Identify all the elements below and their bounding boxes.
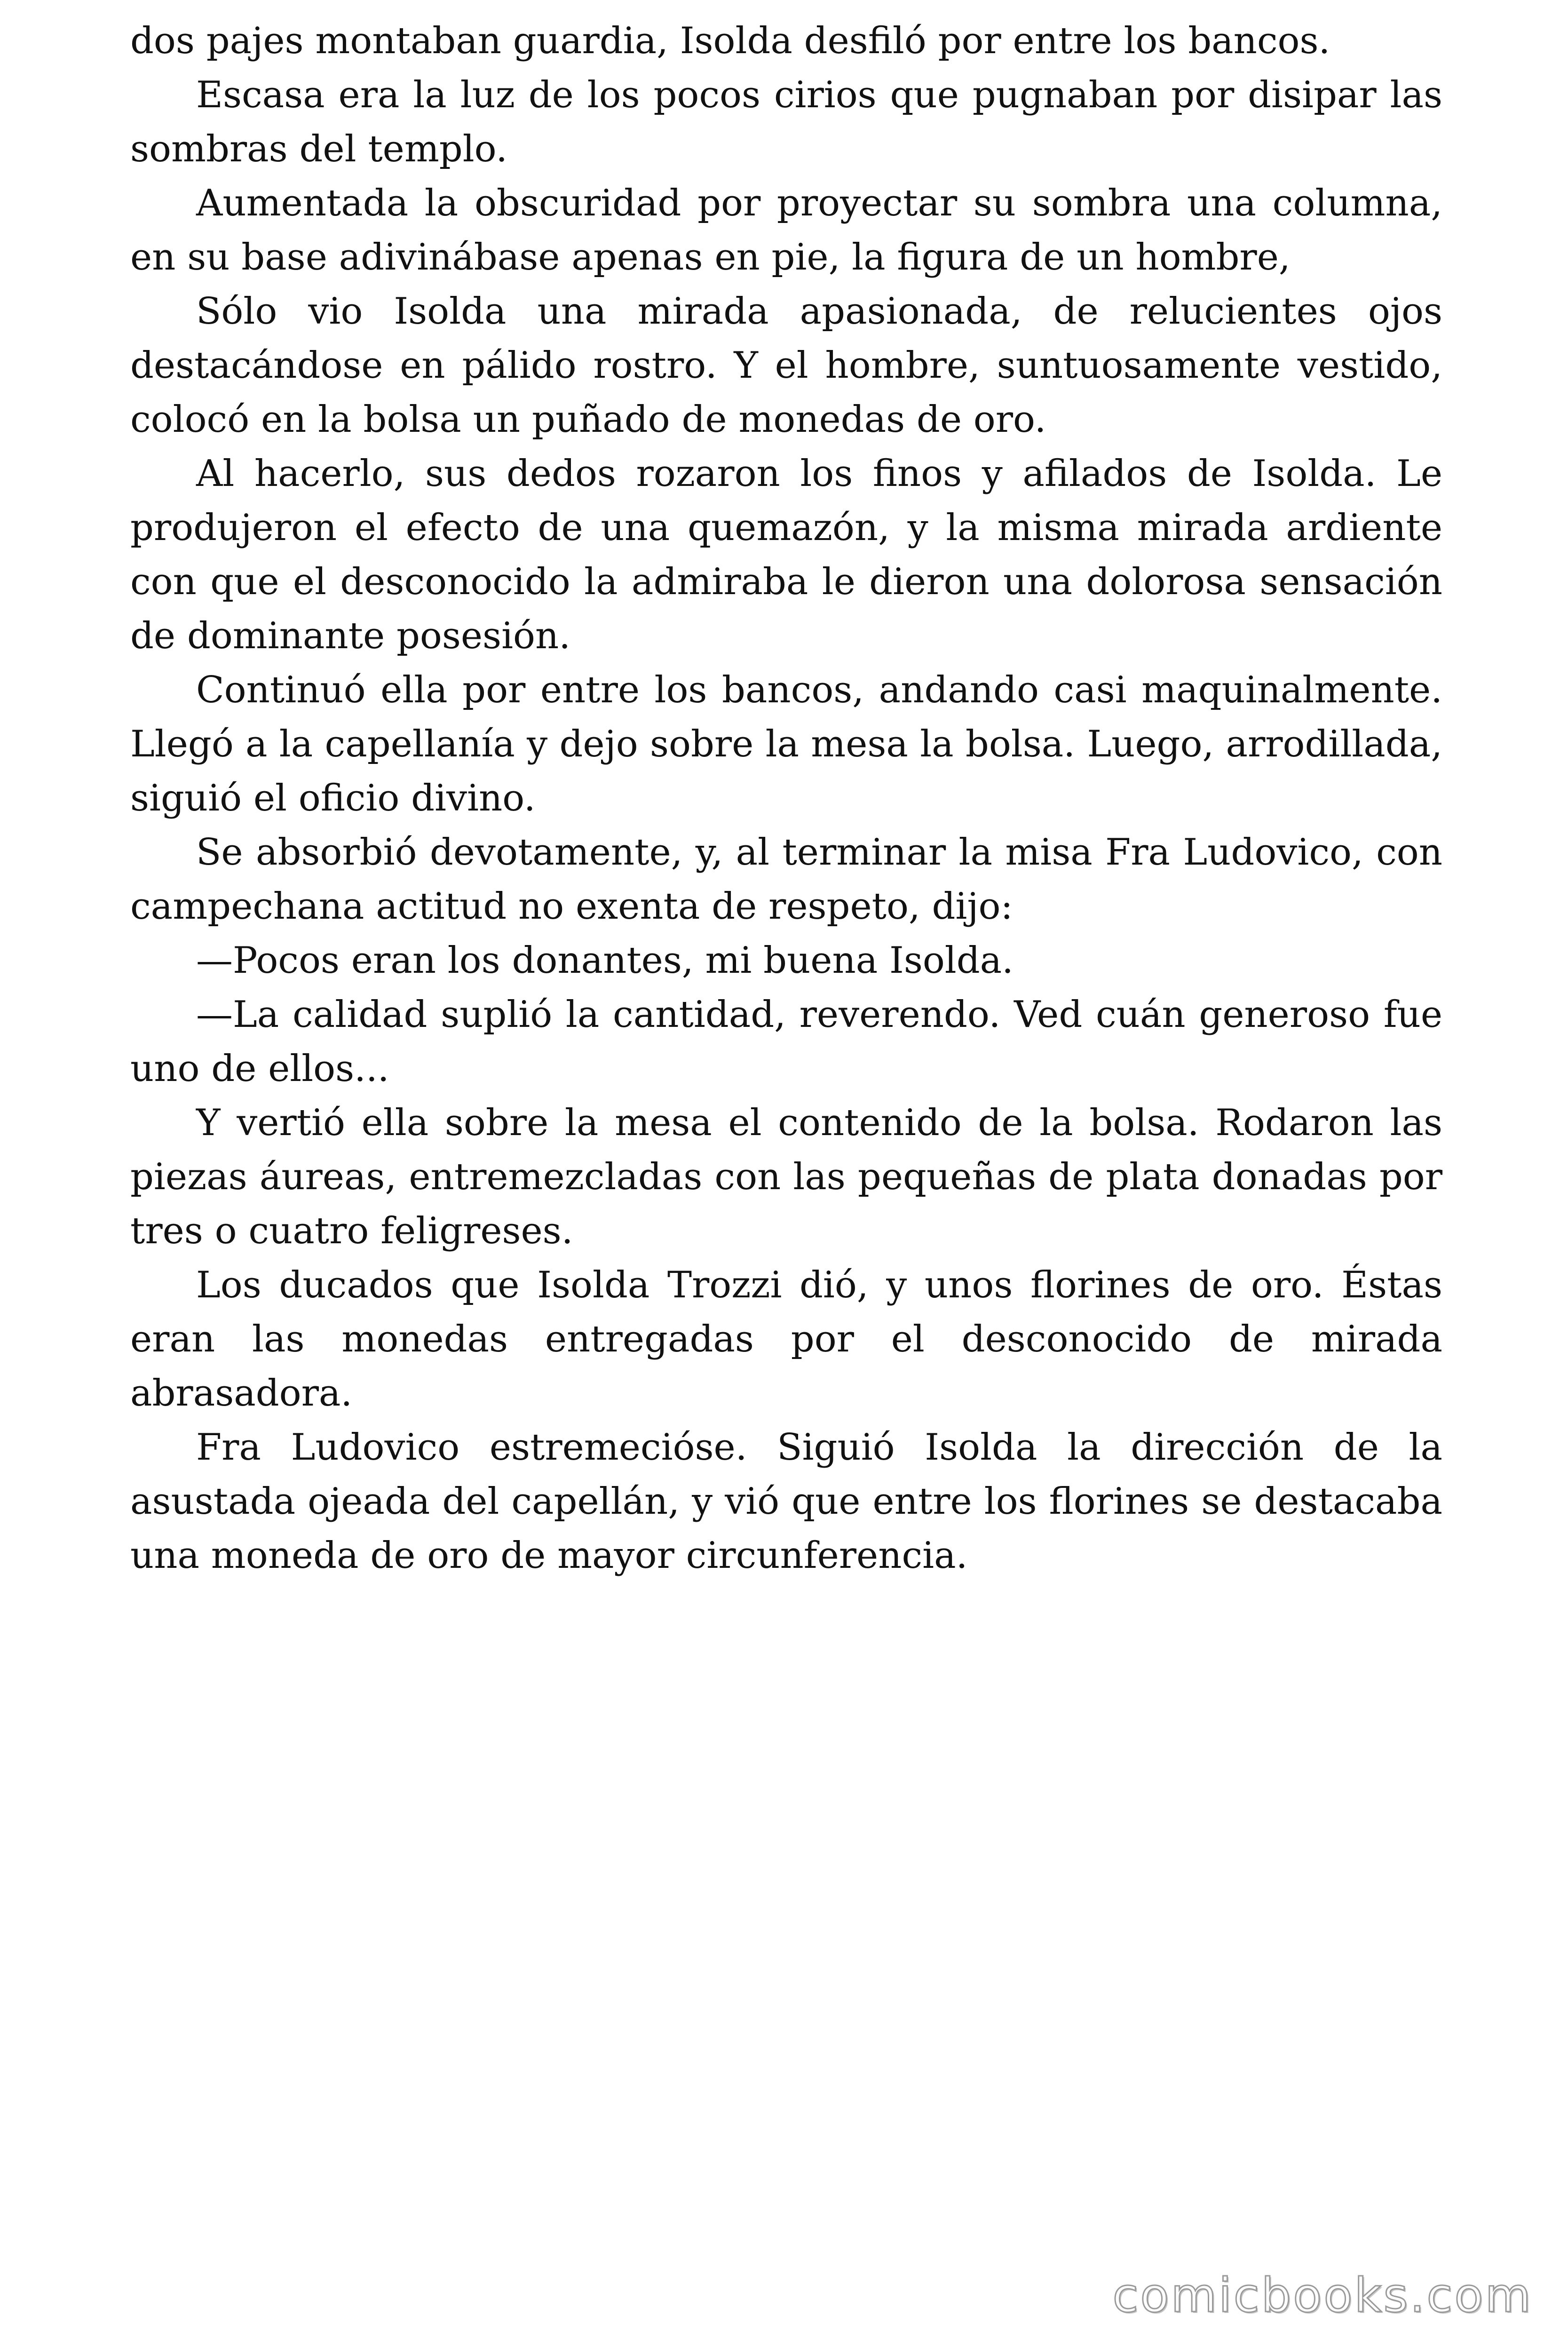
site-watermark: comicbooks.com — [1112, 2268, 1533, 2323]
paragraph: Se absorbió devotamente, y, al terminar la misa Fra Ludovico, con campechana actitud no exenta de respeto, dijo: — [130, 831, 1442, 928]
body-text — [130, 14, 1442, 1583]
paragraph: Aumentada la obscuridad por proyectar su sombra una columna, en su base adivinábase apenas en pie, la figura de un hombre, — [130, 182, 1442, 278]
paragraph: Y vertió ella sobre la mesa el contenido de la bolsa. Rodaron las piezas áureas, entremezcladas con las pequeñas de plata donadas por tres o cuatro feligreses. — [130, 1102, 1442, 1252]
paragraph: Fra Ludovico estremecióse. Siguió Isolda la dirección de la asustada ojeada del capellán, y vió que entre los florines se destacaba una moneda de oro de mayor circunferencia. — [130, 1426, 1442, 1577]
paragraph: Continuó ella por entre los bancos, andando casi maquinalmente. Llegó a la capellanía y dejo sobre la mesa la bolsa. Luego, arrodillada, siguió el oficio divino. — [130, 669, 1442, 819]
paragraph: Escasa era la luz de los pocos cirios que pugnaban por disipar las sombras del templo. — [130, 74, 1442, 170]
paragraph: Los ducados que Isolda Trozzi dió, y unos florines de oro. Éstas eran las monedas entregadas por el desconocido de mirada abrasadora. — [130, 1264, 1442, 1414]
paragraph: Al hacerlo, sus dedos rozaron los finos y afilados de Isolda. Le produjeron el efecto de una quemazón, y la misma mirada ardiente con que el desconocido la admiraba le dieron una dolorosa sensación de dominante posesión. — [130, 453, 1442, 657]
dialogue-line: —Pocos eran los donantes, mi buena Isolda. — [196, 939, 1014, 982]
paragraph: dos pajes montaban guardia, Isolda desfiló por entre los bancos. — [130, 20, 1330, 62]
dialogue-line: —La calidad suplió la cantidad, reverendo. Ved cuán generoso fue uno de ellos... — [130, 993, 1442, 1090]
paragraph: Sólo vio Isolda una mirada apasionada, de relucientes ojos destacándose en pálido rostro. Y el hombre, suntuosamente vestido, colocó en la bolsa un puñado de monedas de oro. — [130, 290, 1442, 441]
